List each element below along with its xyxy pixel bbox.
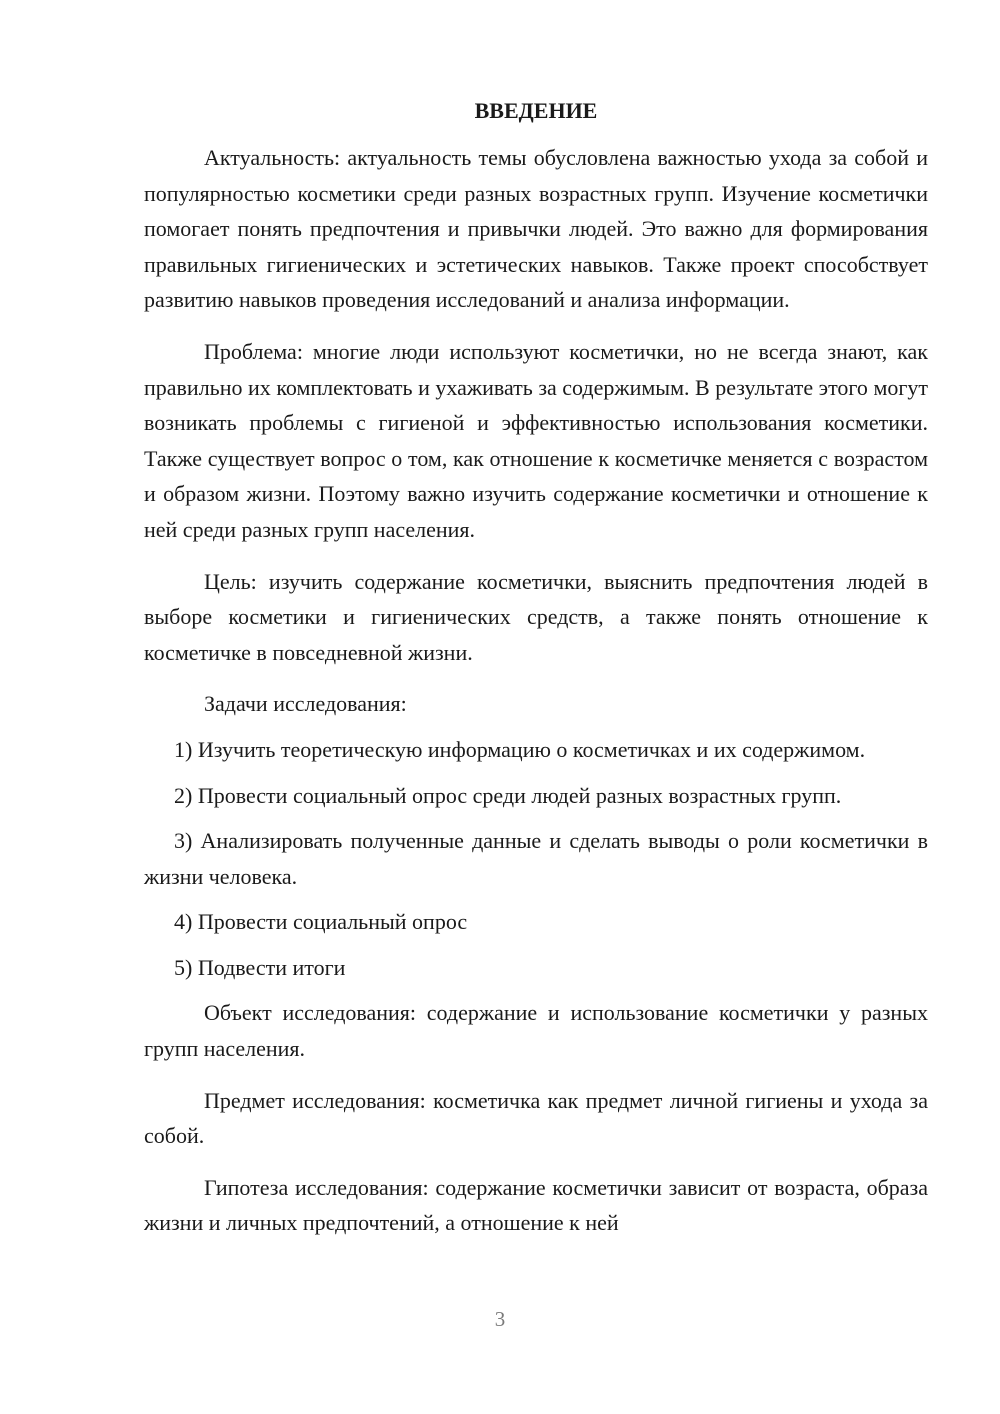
task-item-1: 1) Изучить теоретическую информацию о косметичках и их содержимом. [174,736,866,762]
paragraph-problem: Проблема: многие люди используют косметички, но не всегда знают, как правильно их комплектовать и ухаживать за содержимым. В результате этого могут возникать проблемы с гигиеной и эффективностью использования косметики. Также существует вопрос о том, как отношение к косметичке меняется с возрастом и образом жизни. Поэтому важно изучить содержание косметички и отношение к ней среди разных групп населения. [144,338,928,542]
task-item-2: 2) Провести социальный опрос среди людей разных возрастных групп. [174,782,842,808]
paragraph-relevance: Актуальность: актуальность темы обусловлена важностью ухода за собой и популярностью косметики среди разных возрастных групп. Изучение косметички помогает понять предпочтения и привычки людей. Это важно для формирования правильных гигиенических и эстетических навыков. Также проект способствует развитию навыков проведения исследований и анализа информации. [144,145,928,313]
task-item-5: 5) Подвести итоги [174,954,346,980]
page-title: ВВЕДЕНИЕ [474,98,598,123]
page-number: 3 [494,1307,506,1331]
tasks-heading: Задачи исследования: [204,691,407,717]
page-body [144,96,928,1241]
paragraph-subject: Предмет исследования: косметичка как предмет личной гигиены и ухода за собой. [144,1087,928,1149]
task-item-4: 4) Провести социальный опрос [174,909,468,935]
paragraph-hypothesis: Гипотеза исследования: содержание косметички зависит от возраста, образа жизни и личных предпочтений, а отношение к ней [144,1174,928,1236]
paragraph-object: Объект исследования: содержание и использование косметички у разных групп населения. [144,1000,928,1062]
task-item-3: 3) Анализировать полученные данные и сделать выводы о роли косметички в жизни человека. [144,828,928,889]
paragraph-goal: Цель: изучить содержание косметички, выяснить предпочтения людей в выборе косметики и гигиенических средств, а также понять отношение к косметичке в повседневной жизни. [144,568,928,665]
